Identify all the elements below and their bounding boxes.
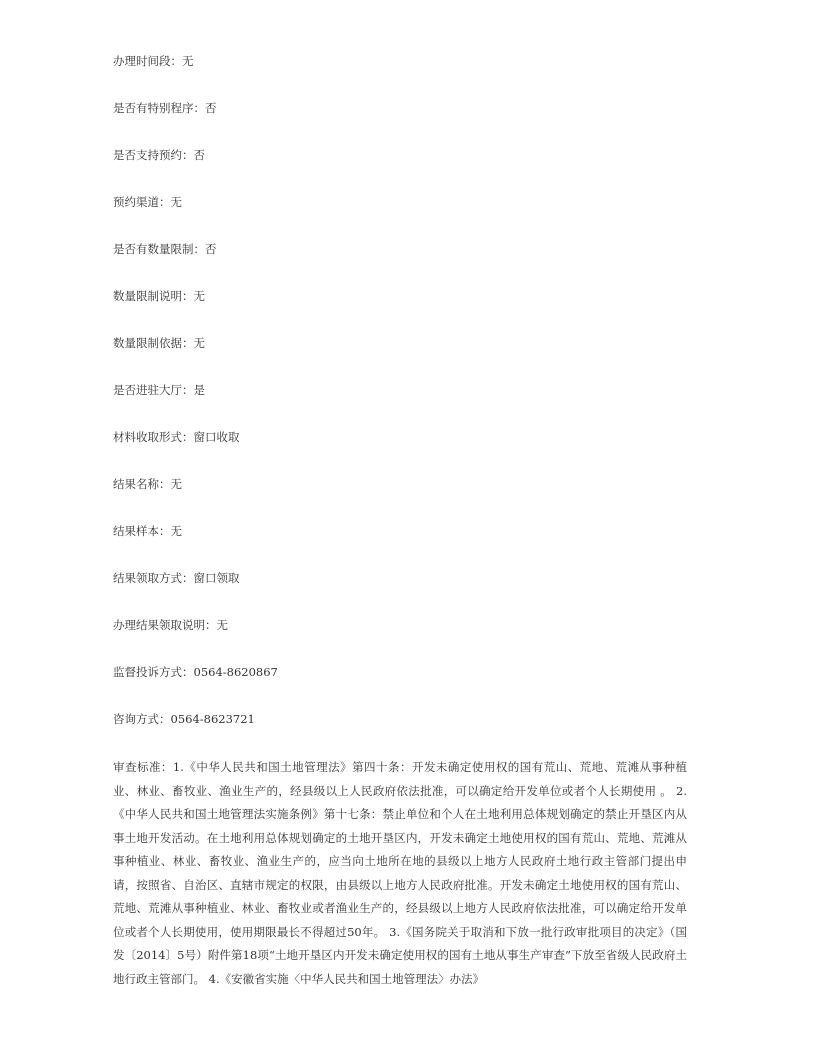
field-appointment-channel (113, 194, 182, 210)
field-label: 结果样本： (113, 524, 171, 538)
field-special-procedure (113, 100, 217, 116)
field-inquiry-contact (113, 711, 255, 727)
field-quantity-limit-note (113, 288, 205, 304)
field-label: 材料收取形式： (113, 430, 194, 444)
field-label: 咨询方式： (113, 712, 171, 726)
field-result-pickup (113, 570, 240, 586)
field-label: 办理结果领取说明： (113, 618, 217, 632)
field-value: 窗口收取 (193, 430, 240, 444)
field-complaint-contact (113, 664, 278, 680)
review-standard-text: 1.《中华人民共和国土地管理法》第四十条：开发未确定使用权的国有荒山、荒地、荒滩从事种植业、林业、畜牧业、渔业生产的，经县级以上人民政府依法批准，可以确定给开发单位或者个人长期使用 。 2.《中华人民共和国土地管理法实施条例》第十七条：禁止单位和个人在土地利用总体规划确定的禁止开垦区内从事土地开发活动。在土地利用总体规划确定的土地开垦区内，开发未确定土地使用权的国有荒山、荒地、荒滩从事种植业、林业、畜牧业、渔业生产的，应当向土地所在地的县级以上地方人民政府土地行政主管部门提出申请，按照省、自治区、直辖市规定的权限，由县级以上地方人民政府批准。开发未确定土地使用权的国有荒山、荒地、荒滩从事种植业、林业、畜牧业或者渔业生产的，经县级以上地方人民政府依法批准，可以确定给开发单位或者个人长期使用，使用期限最长不得超过50年。 3.《国务院关于取消和下放一批行政审批项目的决定》（国发〔2014〕5号）附件第18项“土地开垦区内开发未确定使用权的国有土地从事生产审查”下放至省级人民政府土地行政主管部门。 4.《安徽省实施〈中华人民共和国土地管理法〉办法》 (113, 760, 688, 986)
field-service-hall (113, 382, 205, 398)
field-material-collection (113, 429, 240, 445)
field-value: 0564-8620867 (193, 665, 278, 679)
field-appointment-support (113, 147, 205, 163)
field-value: 无 (170, 524, 182, 538)
field-label: 是否支持预约： (113, 148, 194, 162)
field-value: 无 (170, 477, 182, 491)
field-label: 是否有特别程序： (113, 101, 205, 115)
field-value: 是 (193, 383, 205, 397)
field-value: 无 (193, 336, 205, 350)
field-label: 结果领取方式： (113, 571, 194, 585)
field-value: 无 (182, 54, 194, 68)
field-quantity-limit-basis (113, 335, 205, 351)
review-standard-paragraph (113, 756, 687, 991)
field-value: 无 (216, 618, 228, 632)
field-result-sample (113, 523, 182, 539)
field-value: 无 (193, 289, 205, 303)
field-result-pickup-note (113, 617, 228, 633)
field-label: 数量限制说明： (113, 289, 194, 303)
field-value: 无 (170, 195, 182, 209)
field-label: 数量限制依据： (113, 336, 194, 350)
field-label: 预约渠道： (113, 195, 171, 209)
field-value: 否 (205, 101, 217, 115)
review-standard-label: 审查标准： (113, 760, 173, 774)
field-value: 否 (205, 242, 217, 256)
field-value: 否 (193, 148, 205, 162)
field-value: 窗口领取 (193, 571, 240, 585)
field-label: 办理时间段： (113, 54, 182, 68)
field-label: 结果名称： (113, 477, 171, 491)
field-label: 监督投诉方式： (113, 665, 194, 679)
field-label: 是否有数量限制： (113, 242, 205, 256)
field-quantity-limit (113, 241, 217, 257)
field-value: 0564-8623721 (170, 712, 255, 726)
field-result-name (113, 476, 182, 492)
field-label: 是否进驻大厅： (113, 383, 194, 397)
field-handling-time (113, 53, 194, 69)
